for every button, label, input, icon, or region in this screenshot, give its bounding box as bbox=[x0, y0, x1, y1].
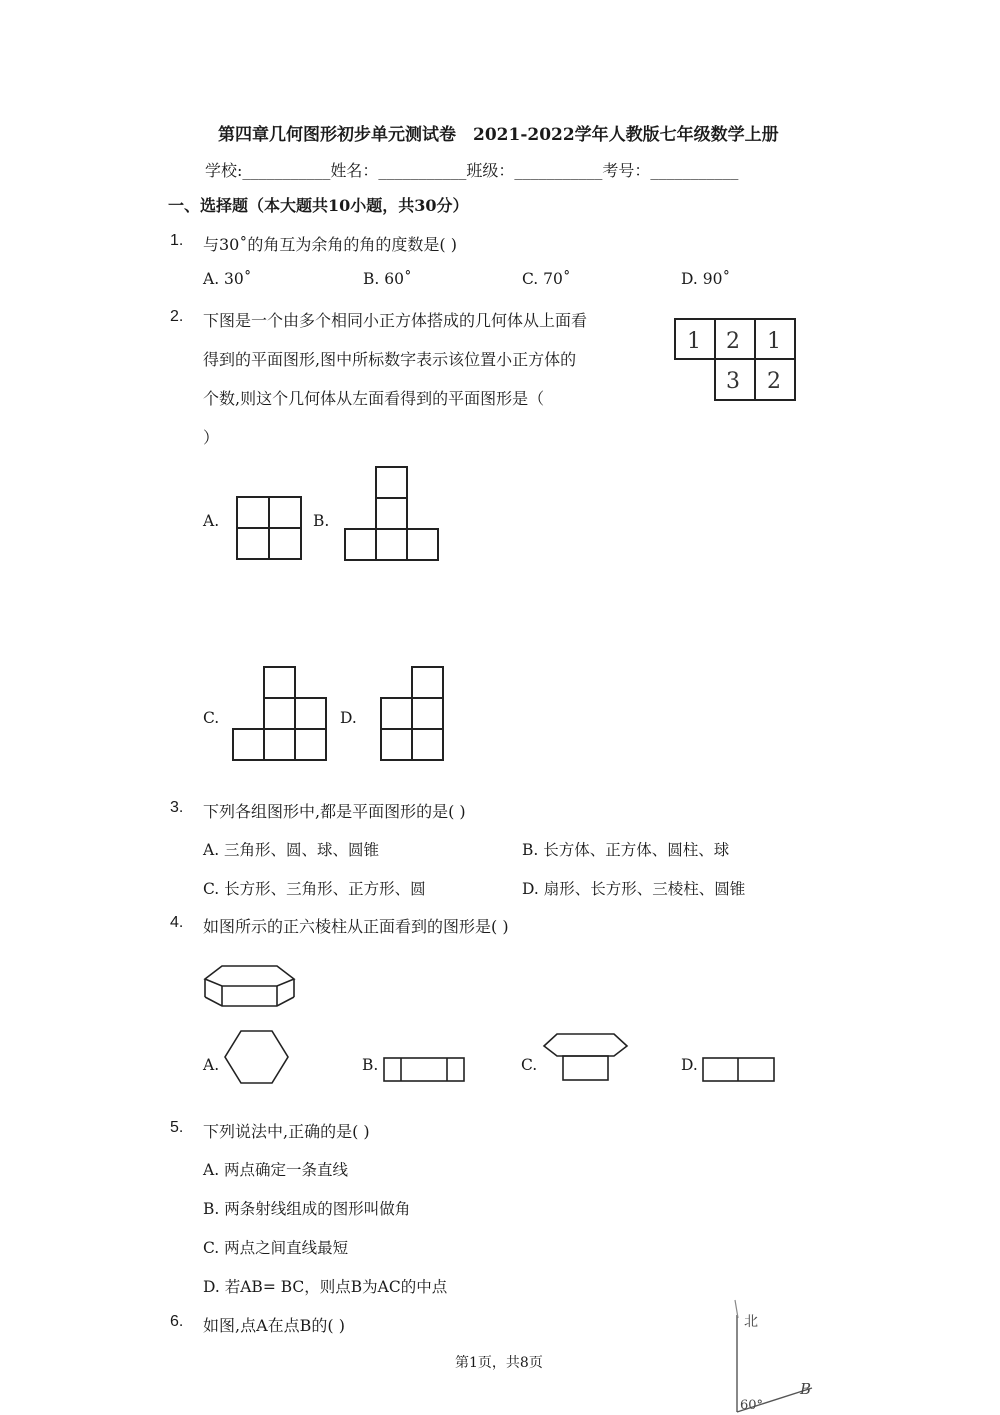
question-text-line: 下图是一个由多个相同小正方体搭成的几何体从上面看 bbox=[203, 311, 588, 330]
angle-label: 60° bbox=[740, 1398, 764, 1413]
question-text: 下列说法中,正确的是( ) bbox=[203, 1122, 370, 1141]
option-b-label: B. bbox=[313, 512, 330, 530]
option-c: C. 长方形、三角形、正方形、圆 bbox=[203, 880, 426, 898]
question-text: 如图所示的正六棱柱从正面看到的图形是( ) bbox=[203, 917, 509, 936]
option-c-label: C. bbox=[203, 709, 220, 727]
option-c: C. 70˚ bbox=[522, 270, 571, 288]
option-b: B. 两条射线组成的图形叫做角 bbox=[203, 1200, 411, 1218]
question-number: 6. bbox=[170, 1313, 184, 1330]
option-c: C. 两点之间直线最短 bbox=[203, 1239, 349, 1257]
question-number: 5. bbox=[170, 1119, 184, 1136]
question-text: 如图,点A在点B的( ) bbox=[203, 1316, 345, 1335]
option-d-label: D. bbox=[681, 1056, 698, 1074]
option-d-label: D. bbox=[340, 709, 357, 727]
grid-number: 2 bbox=[767, 369, 781, 394]
option-a: A. 30˚ bbox=[203, 270, 252, 288]
grid-number: 1 bbox=[767, 329, 781, 354]
section-heading: 一、选择题（本大题共10小题，共30分） bbox=[168, 196, 469, 215]
question-number: 1. bbox=[170, 232, 184, 249]
option-b: B. 长方体、正方体、圆柱、球 bbox=[522, 841, 730, 859]
question-text-line: 个数,则这个几何体从左面看得到的平面图形是（ bbox=[203, 389, 545, 408]
grid-number: 2 bbox=[726, 329, 740, 354]
option-d: D. 若AB= BC，则点B为AC的中点 bbox=[203, 1278, 448, 1296]
question-number: 3. bbox=[170, 799, 184, 816]
option-a: A. 三角形、圆、球、圆锥 bbox=[203, 841, 380, 859]
question-text: 下列各组图形中,都是平面图形的是( ) bbox=[203, 802, 466, 821]
student-info-line: 学校:___________姓名：___________班级：___________考号：___________ bbox=[205, 161, 739, 180]
question-text: 与30˚的角互为余角的角的度数是( ) bbox=[203, 235, 457, 254]
question-text-line: ） bbox=[203, 428, 220, 447]
option-d: D. 扇形、长方形、三棱柱、圆锥 bbox=[522, 880, 746, 898]
point-b-label: B bbox=[800, 1380, 812, 1398]
option-a-label: A. bbox=[203, 1056, 220, 1074]
option-a-label: A. bbox=[203, 512, 220, 530]
page-number: 第1页，共8页 bbox=[455, 1355, 543, 1371]
document-title: 第四章几何图形初步单元测试卷 2021-2022学年人教版七年级数学上册 bbox=[218, 125, 779, 145]
option-d: D. 90˚ bbox=[681, 270, 731, 288]
option-c-label: C. bbox=[521, 1056, 538, 1074]
grid-number: 1 bbox=[687, 329, 701, 354]
north-label: 北 bbox=[744, 1314, 758, 1330]
question-text-line: 得到的平面图形,图中所标数字表示该位置小正方体的 bbox=[203, 350, 577, 369]
option-b: B. 60˚ bbox=[363, 270, 412, 288]
grid-number: 3 bbox=[726, 369, 740, 394]
option-b-label: B. bbox=[362, 1056, 379, 1074]
option-a: A. 两点确定一条直线 bbox=[203, 1161, 349, 1179]
question-number: 4. bbox=[170, 914, 184, 931]
question-number: 2. bbox=[170, 308, 184, 325]
